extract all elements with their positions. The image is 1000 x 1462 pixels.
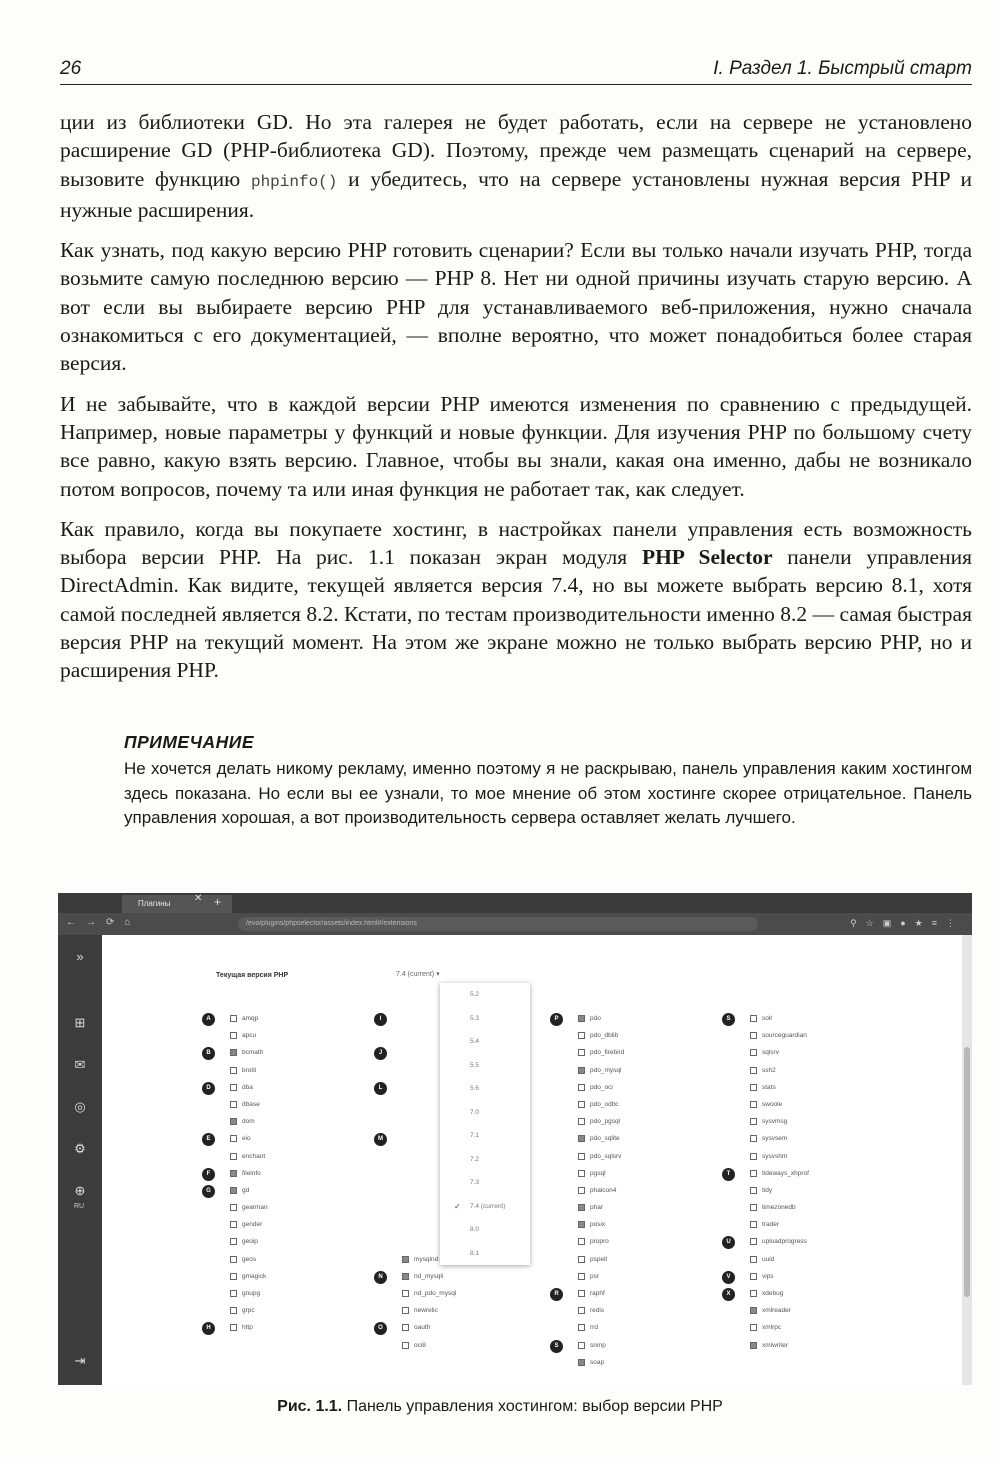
extension-checkbox[interactable] — [578, 1049, 585, 1056]
letter-badge: R — [550, 1288, 563, 1301]
extension-label: fileinfo — [242, 1169, 261, 1177]
extension-checkbox[interactable] — [578, 1359, 585, 1366]
extension-label: xmlreader — [762, 1307, 791, 1315]
extension-checkbox[interactable] — [402, 1290, 409, 1297]
extension-checkbox[interactable] — [750, 1067, 757, 1074]
figure-screenshot — [58, 893, 972, 1385]
extension-label: gd — [242, 1186, 250, 1194]
extension-checkbox[interactable] — [230, 1049, 237, 1056]
new-tab-icon[interactable]: + — [214, 895, 222, 909]
extension-label: uuid — [762, 1255, 775, 1263]
extension-label: swoole — [762, 1100, 783, 1108]
extension-label: dbase — [242, 1100, 260, 1108]
caption-label: Рис. 1.1. — [277, 1398, 343, 1415]
version-option[interactable] — [440, 1077, 530, 1101]
extension-checkbox[interactable] — [230, 1032, 237, 1039]
extension-checkbox[interactable] — [402, 1273, 409, 1280]
extension-label: brotli — [242, 1066, 257, 1074]
extension-checkbox[interactable] — [750, 1273, 757, 1280]
extension-checkbox[interactable] — [578, 1221, 585, 1228]
extension-checkbox[interactable] — [578, 1256, 585, 1263]
extension-checkbox[interactable] — [750, 1204, 757, 1211]
module-name: PHP Selector — [641, 545, 773, 570]
letter-badge: U — [722, 1236, 735, 1249]
version-option[interactable] — [440, 1218, 530, 1242]
extension-checkbox[interactable] — [750, 1342, 757, 1349]
extension-label: tidy — [762, 1186, 773, 1194]
extension-label: http — [242, 1324, 253, 1332]
letter-badge: B — [202, 1047, 215, 1060]
scrollbar-thumb[interactable] — [964, 1047, 970, 1297]
version-option[interactable] — [440, 983, 530, 1007]
extension-label: phar — [590, 1204, 604, 1212]
letter-badge: E — [202, 1133, 215, 1146]
extension-label: apcu — [242, 1032, 257, 1040]
paragraph-1: ции из библиотеки GD. Но эта галерея не будет работать, если на сервере не установлено расширение GD (PHP-библиотека GD). Поэтому, прежде чем размещать сценарий на сервере, вызовите функцию phpinfo() и убедитесь, что на сервере установлены нужная версия PHP и нужные расширения. — [60, 110, 972, 222]
version-option-label: 7.1 — [470, 1132, 480, 1139]
paragraph-3: И не забывайте, что в каждой версии PHP имеются изменения по сравнению с предыдущей. Например, новые параметры у функций и новые функции. Для изучения PHP по большому счету все равно, какую взять версию. Главное, чтобы вы знали, какая она именно, дабы не возникало потом вопросов, почему та или иная функция не работает так, как следует. — [60, 391, 972, 501]
extension-label: pdo_pgsql — [590, 1118, 620, 1126]
extension-checkbox[interactable] — [578, 1170, 585, 1177]
letter-badge: O — [374, 1322, 387, 1335]
version-option[interactable] — [440, 1007, 530, 1031]
nav-icons[interactable]: ←→⟳⌂ — [66, 917, 141, 928]
version-option[interactable] — [440, 1148, 530, 1172]
extension-checkbox[interactable] — [578, 1204, 585, 1211]
extension-label: pdo_odbc — [590, 1100, 619, 1108]
extension-label: enchant — [242, 1152, 266, 1160]
version-option[interactable] — [440, 1195, 530, 1219]
extension-label: geoip — [242, 1238, 258, 1246]
version-option-label: 5.6 — [470, 1085, 480, 1092]
php-selector-content — [102, 935, 962, 1385]
extension-checkbox[interactable] — [750, 1049, 757, 1056]
extension-label: eio — [242, 1135, 251, 1143]
extension-checkbox[interactable] — [578, 1238, 585, 1245]
extension-checkbox[interactable] — [230, 1290, 237, 1297]
extension-checkbox[interactable] — [230, 1256, 237, 1263]
extension-checkbox[interactable] — [402, 1256, 409, 1263]
extension-label: pdo — [590, 1015, 601, 1022]
extension-label: grpc — [242, 1307, 255, 1315]
extension-label: posix — [590, 1221, 606, 1229]
letter-badge: X — [722, 1288, 735, 1301]
paragraph-2: Как узнать, под какую версию PHP готовить сценарии? Если вы только начали изучать PHP, тогда возьмите самую последнюю версию — PHP 8. Нет ни одной причины изучать старую версию. А вот если вы выбираете версию PHP для устанавливаемого веб-приложения, нужно сначала ознакомиться с его документацией, — вполне вероятно, что может понадобиться более старая версия. — [60, 238, 972, 376]
note-box — [124, 732, 972, 831]
extension-checkbox[interactable] — [578, 1153, 585, 1160]
extension-label: raphf — [590, 1290, 605, 1297]
letter-badge: S — [550, 1340, 563, 1353]
extension-label: tideways_xhprof — [762, 1169, 809, 1177]
url-field[interactable]: /evo/plugins/phpselector/assets/index.html#/extensions — [238, 917, 758, 931]
mail-icon[interactable]: ✉ — [74, 1057, 86, 1072]
extension-checkbox[interactable] — [750, 1118, 757, 1125]
globe-icon[interactable]: ⊕ — [74, 1183, 86, 1198]
extension-label: propro — [590, 1238, 609, 1246]
extension-checkbox[interactable] — [230, 1084, 237, 1091]
extension-checkbox[interactable] — [230, 1135, 237, 1142]
tab-title: Плагины — [138, 899, 171, 908]
extension-checkbox[interactable] — [402, 1342, 409, 1349]
extension-label: phalcon4 — [590, 1186, 617, 1194]
extension-label: mysqlnd — [414, 1255, 439, 1263]
version-option[interactable] — [440, 1242, 530, 1266]
extension-label: gearman — [242, 1204, 268, 1212]
version-option[interactable] — [440, 1054, 530, 1078]
extension-label: ssh2 — [762, 1066, 776, 1074]
extension-checkbox[interactable] — [750, 1238, 757, 1245]
extension-label: amqp — [242, 1015, 259, 1022]
extension-checkbox[interactable] — [230, 1221, 237, 1228]
extension-checkbox[interactable] — [578, 1015, 585, 1022]
extension-checkbox[interactable] — [750, 1290, 757, 1297]
caption-text: Панель управления хостингом: выбор версии PHP — [342, 1398, 723, 1415]
version-option-label: 5.3 — [470, 1014, 480, 1022]
extension-label: pdo_sqlite — [590, 1135, 620, 1143]
extension-checkbox[interactable] — [578, 1273, 585, 1280]
extension-label: redis — [590, 1307, 605, 1315]
extension-checkbox[interactable] — [750, 1015, 757, 1022]
extension-checkbox[interactable] — [750, 1101, 757, 1108]
extension-label: stats — [762, 1083, 776, 1091]
letter-badge: J — [374, 1047, 387, 1060]
extension-checkbox[interactable] — [578, 1324, 585, 1331]
version-option[interactable] — [440, 1101, 530, 1125]
extension-checkbox[interactable] — [402, 1307, 409, 1314]
extension-label: psr — [590, 1272, 600, 1280]
version-option-label: 5.5 — [470, 1061, 480, 1069]
extension-checkbox[interactable] — [230, 1170, 237, 1177]
logout-icon[interactable]: ⇥ — [74, 1353, 86, 1368]
extension-label: oci8 — [414, 1341, 426, 1349]
extension-checkbox[interactable] — [230, 1118, 237, 1125]
extension-checkbox[interactable] — [230, 1204, 237, 1211]
version-option[interactable] — [440, 1171, 530, 1195]
extension-label: pdo_oci — [590, 1083, 613, 1091]
extension-label: nd_pdo_mysql — [414, 1290, 457, 1297]
section-title: I. Раздел 1. Быстрый старт — [713, 58, 972, 79]
extension-label: xmlrpc — [762, 1324, 782, 1332]
extension-checkbox[interactable] — [578, 1101, 585, 1108]
extension-checkbox[interactable] — [230, 1101, 237, 1108]
extension-label: dom — [242, 1118, 255, 1126]
extension-checkbox[interactable] — [230, 1015, 237, 1022]
extension-checkbox[interactable] — [578, 1118, 585, 1125]
note-text: Не хочется делать никому рекламу, именно поэтому я не раскрываю, панель управления каким хостингом здесь показана. Но если вы ее узнали, то мое мнение об этом хостинге скорее отрицательное. Панель управления хорошая, а вот производительность сервера оставляет желать лучшего. — [124, 759, 972, 827]
extension-checkbox[interactable] — [578, 1084, 585, 1091]
extension-checkbox[interactable] — [578, 1032, 585, 1039]
browser-tab-bar — [58, 893, 972, 913]
extension-label: gnupg — [242, 1290, 261, 1297]
letter-badge: N — [374, 1271, 387, 1284]
extension-label: sqlsrv — [762, 1049, 779, 1057]
extension-checkbox[interactable] — [750, 1307, 757, 1314]
letter-badge: V — [722, 1271, 735, 1284]
close-icon[interactable]: ✕ — [194, 893, 203, 904]
extension-label: vips — [762, 1272, 774, 1280]
letter-badge: T — [722, 1168, 735, 1181]
extension-checkbox[interactable] — [230, 1153, 237, 1160]
version-dropdown[interactable] — [440, 983, 530, 1265]
extension-checkbox[interactable] — [750, 1187, 757, 1194]
figure-caption — [0, 1398, 1000, 1416]
version-option-label: 8.0 — [470, 1226, 480, 1233]
extension-label: nd_mysqli — [414, 1272, 444, 1280]
extension-checkbox[interactable] — [578, 1067, 585, 1074]
extension-checkbox[interactable] — [578, 1342, 585, 1349]
note-title: ПРИМЕЧАНИЕ — [124, 732, 255, 752]
version-option-label: 7.3 — [470, 1179, 480, 1186]
extension-checkbox[interactable] — [750, 1153, 757, 1160]
letter-badge: S — [722, 1013, 735, 1026]
version-option-label: 5.2 — [470, 991, 480, 998]
extension-checkbox[interactable] — [750, 1221, 757, 1228]
extension-label: oauth — [414, 1324, 431, 1332]
extension-label: gmagick — [242, 1272, 267, 1280]
extension-checkbox[interactable] — [578, 1290, 585, 1297]
extension-checkbox[interactable] — [750, 1032, 757, 1039]
left-sidebar — [58, 935, 102, 1385]
language-label[interactable]: RU — [73, 1203, 85, 1210]
extension-label: uploadprogress — [762, 1238, 807, 1246]
extension-checkbox[interactable] — [750, 1084, 757, 1091]
version-option-label: 7.0 — [470, 1108, 480, 1116]
extension-label: geos — [242, 1255, 257, 1263]
letter-badge: M — [374, 1133, 387, 1146]
body-text — [60, 108, 972, 697]
extension-label: sysvshm — [762, 1152, 788, 1160]
letter-badge: D — [202, 1082, 215, 1095]
extension-checkbox[interactable] — [750, 1324, 757, 1331]
page-number: 26 — [60, 58, 82, 79]
extension-label: dba — [242, 1083, 253, 1091]
extension-label: pgsql — [590, 1169, 606, 1177]
extension-checkbox[interactable] — [750, 1256, 757, 1263]
extension-label: timezonedb — [762, 1204, 796, 1212]
extension-checkbox[interactable] — [578, 1307, 585, 1314]
extension-label: gender — [242, 1221, 263, 1229]
lifebuoy-icon[interactable]: ◎ — [74, 1099, 86, 1114]
expand-icon[interactable]: » — [76, 949, 84, 964]
extension-checkbox[interactable] — [578, 1135, 585, 1142]
extension-checkbox[interactable] — [230, 1273, 237, 1280]
extension-checkbox[interactable] — [578, 1187, 585, 1194]
extension-label: soap — [590, 1358, 605, 1366]
extension-label: sysvsem — [762, 1135, 788, 1143]
extension-label: xmlwriter — [762, 1341, 788, 1349]
extension-label: snmp — [590, 1341, 606, 1349]
extension-label: trader — [762, 1221, 779, 1229]
extension-label: sysvmsg — [762, 1118, 788, 1126]
extension-checkbox[interactable] — [750, 1170, 757, 1177]
scrollbar[interactable] — [962, 935, 972, 1385]
extension-checkbox[interactable] — [230, 1324, 237, 1331]
extension-label: rrd — [590, 1324, 598, 1332]
extension-checkbox[interactable] — [230, 1187, 237, 1194]
gear-icon[interactable]: ⚙ — [74, 1141, 86, 1156]
current-version-label: Текущая версия PHP — [216, 972, 289, 979]
version-option[interactable] — [440, 1124, 530, 1148]
version-option-label: 7.4 (current) — [470, 1202, 506, 1210]
extension-label: newrelic — [414, 1307, 438, 1315]
extension-label: bcmath — [242, 1049, 264, 1057]
extension-checkbox[interactable] — [402, 1324, 409, 1331]
extension-checkbox[interactable] — [230, 1067, 237, 1074]
running-header — [60, 56, 972, 85]
letter-badge: L — [374, 1082, 387, 1095]
letter-badge: I — [374, 1013, 387, 1026]
letter-badge: F — [202, 1168, 215, 1181]
version-option-label: 7.2 — [470, 1155, 480, 1163]
version-option-label: 8.1 — [470, 1249, 480, 1257]
address-bar — [58, 913, 972, 935]
extension-label: sourceguardian — [762, 1032, 807, 1040]
extension-label: pdo_firebird — [590, 1049, 625, 1057]
extension-checkbox[interactable] — [750, 1135, 757, 1142]
version-option[interactable] — [440, 1030, 530, 1054]
letter-badge: A — [202, 1013, 215, 1026]
letter-badge: P — [550, 1013, 563, 1026]
letter-badge: H — [202, 1322, 215, 1335]
extension-label: solr — [762, 1015, 773, 1022]
letter-badge: G — [202, 1185, 215, 1198]
extension-label: xdebug — [762, 1290, 784, 1297]
extension-label: pdo_mysql — [590, 1066, 622, 1074]
check-icon: ✓ — [454, 1201, 461, 1211]
extension-checkbox[interactable] — [230, 1307, 237, 1314]
version-select[interactable]: 7.4 (current) ▾ — [396, 971, 440, 978]
extension-label: pdo_dblib — [590, 1032, 619, 1040]
grid-icon[interactable]: ⊞ — [74, 1015, 86, 1030]
inline-code: phpinfo() — [250, 172, 338, 191]
paragraph-4: Как правило, когда вы покупаете хостинг, в настройках панели управления есть возможность выбора версии PHP. На рис. 1.1 показан экран модуля PHP Selector панели управления DirectAdmin. Как видите, текущей является версия 7.4, но вы можете выбрать версию 8.1, хотя самой последней является 8.2. Кстати, по тестам производительности именно 8.2 — самая быстрая версия PHP на текущий момент. На этом же экране можно не только выбрать версию PHP, но и расширения PHP. — [60, 516, 972, 683]
extension-label: pspell — [590, 1255, 607, 1263]
extension-checkbox[interactable] — [230, 1238, 237, 1245]
version-option-label: 5.4 — [470, 1038, 480, 1045]
toolbar-icons[interactable]: ⚲☆▣●★≡⋮ — [850, 918, 964, 928]
extension-label: pdo_sqlsrv — [590, 1152, 622, 1160]
